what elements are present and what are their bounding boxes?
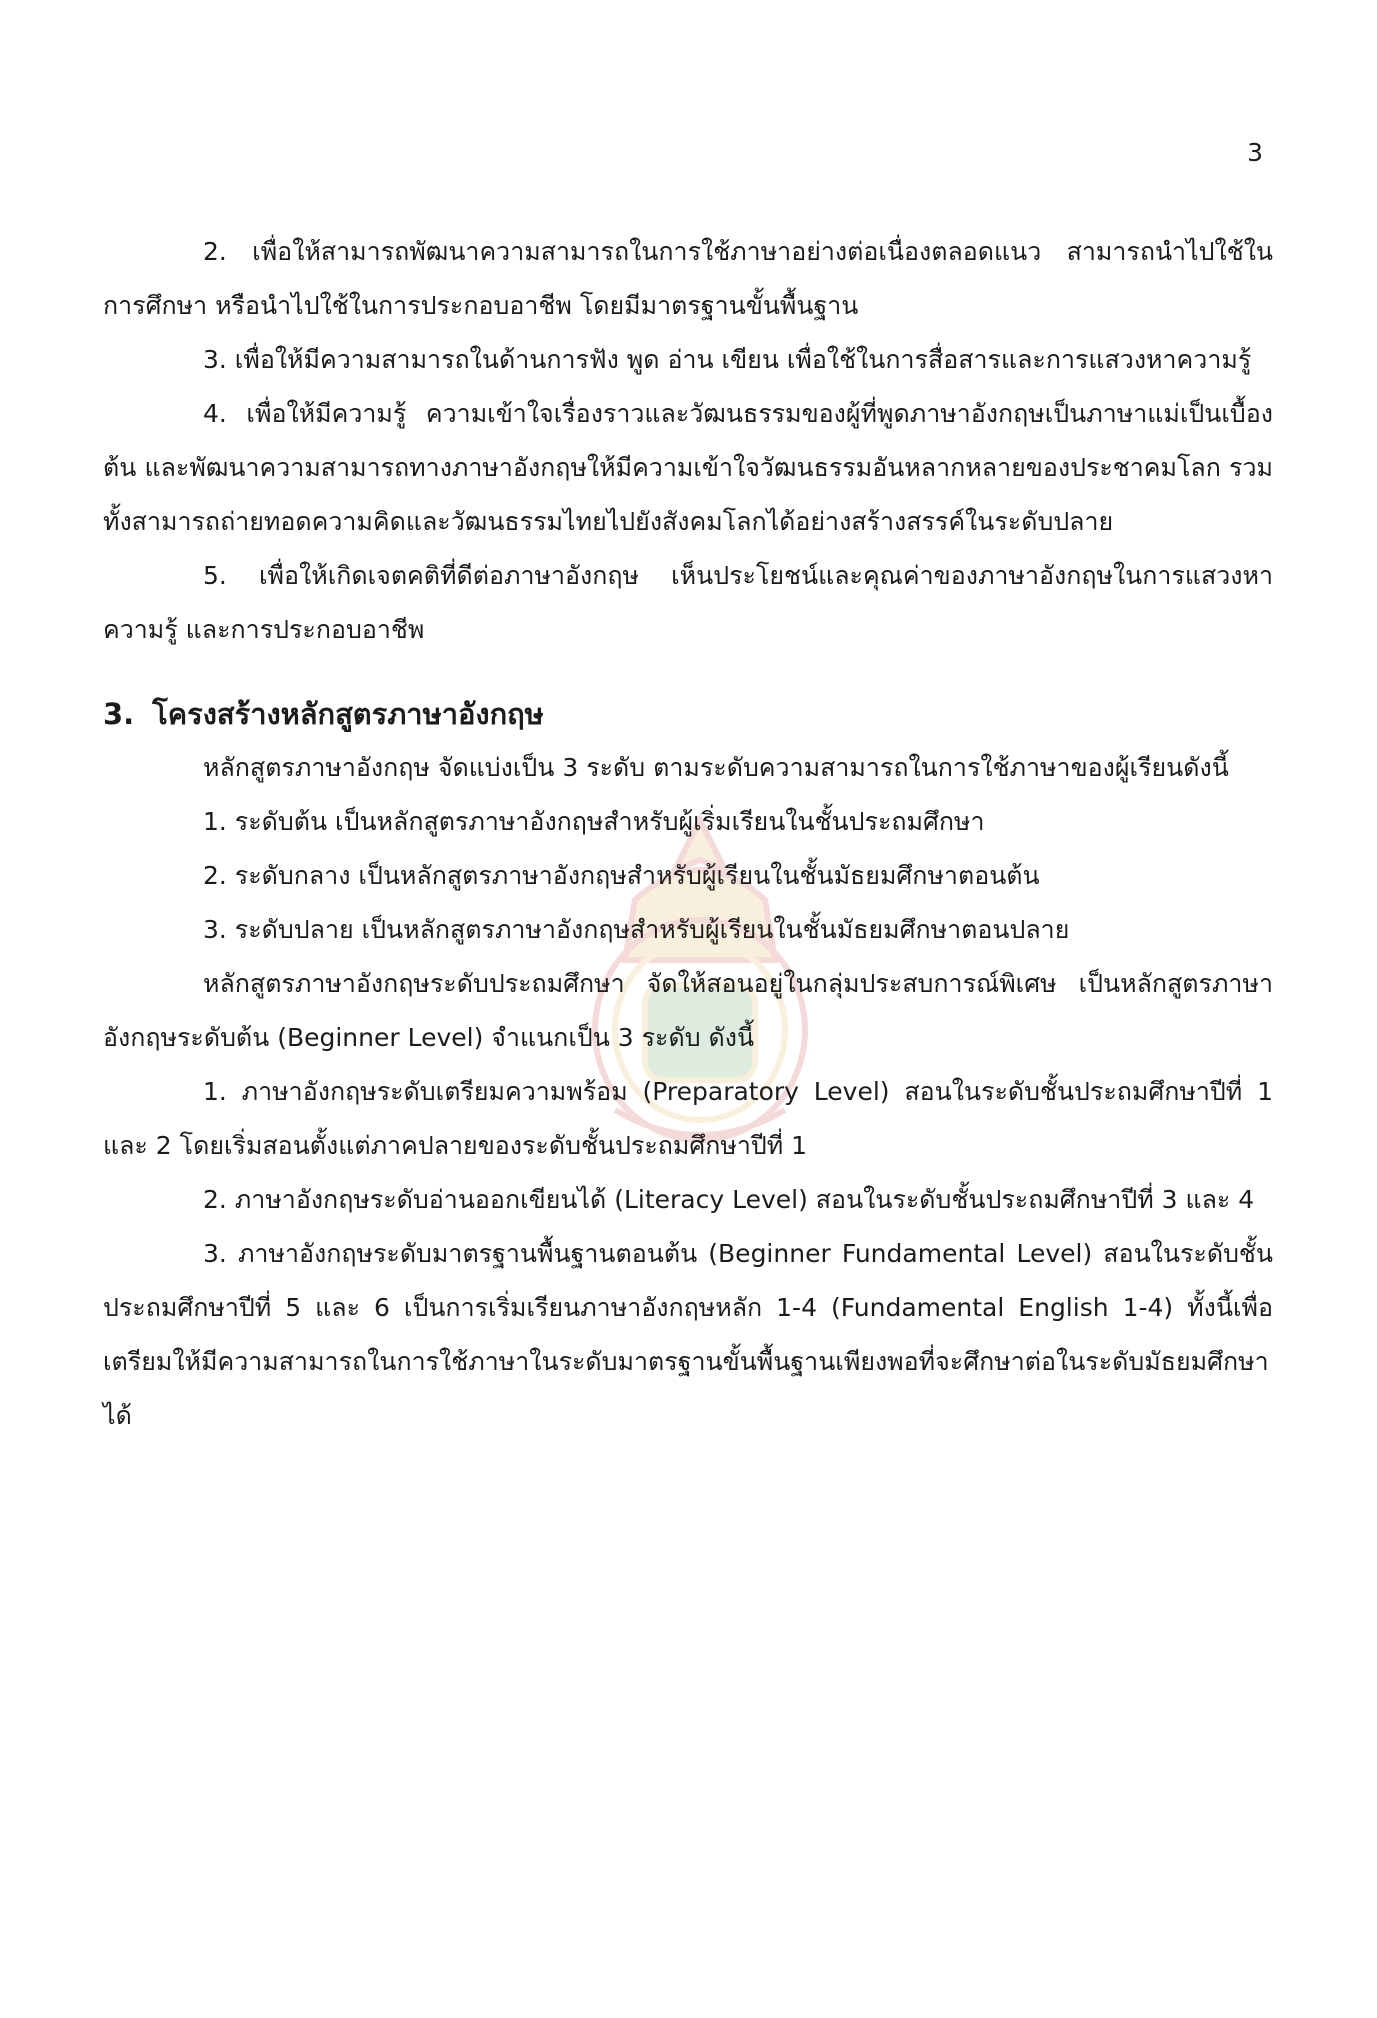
level-item: 1. ระดับต้น เป็นหลักสูตรภาษาอังกฤษสำหรับผู้เริ่มเรียนในชั้นประถมศึกษา — [203, 807, 985, 836]
level-item: 3. ระดับปลาย เป็นหลักสูตรภาษาอังกฤษสำหรับผู้เรียนในชั้นมัธยมศึกษาตอนปลาย — [203, 915, 1070, 944]
level-item: 2. ระดับกลาง เป็นหลักสูตรภาษาอังกฤษสำหรับผู้เรียนในชั้นมัธยมศึกษาตอนต้น — [203, 861, 1040, 890]
section-number: 3. — [103, 697, 135, 731]
objective-4: 4. เพื่อให้มีความรู้ ความเข้าใจเรื่องราวและวัฒนธรรมของผู้ที่พูดภาษาอังกฤษเป็นภาษาแม่เป็นเบื้องต้น และพัฒนาความสามารถทางภาษาอังกฤษให้มีความเข้าใจวัฒนธรรมอันหลากหลายของประชาคมโลก รวมทั้งสามารถถ่ายทอดความคิดและวัฒนธรรมไทยไปยังสังคมโลกได้อย่างสร้างสรรค์ในระดับปลาย — [103, 399, 1273, 536]
objective-3: 3. เพื่อให้มีความสามารถในด้านการฟัง พูด อ่าน เขียน เพื่อใช้ในการสื่อสารและการแสวงหาความรู้ — [203, 345, 1252, 374]
document-body — [103, 225, 1273, 1443]
section-intro: หลักสูตรภาษาอังกฤษ จัดแบ่งเป็น 3 ระดับ ตามระดับความสามารถในการใช้ภาษาของผู้เรียนดังนี้ — [203, 753, 1229, 782]
primary-level-item: 3. ภาษาอังกฤษระดับมาตรฐานพื้นฐานตอนต้น (Beginner Fundamental Level) สอนในระดับชั้นประถมศึกษาปีที่ 5 และ 6 เป็นการเริ่มเรียนภาษาอังกฤษหลัก 1-4 (Fundamental English 1-4) ทั้งนี้เพื่อเตรียมให้มีความสามารถในการใช้ภาษาในระดับมาตรฐานขั้นพื้นฐานเพียงพอที่จะศึกษาต่อในระดับมัธยมศึกษาได้ — [103, 1239, 1273, 1430]
primary-level-item: 2. ภาษาอังกฤษระดับอ่านออกเขียนได้ (Literacy Level) สอนในระดับชั้นประถมศึกษาปีที่ 3 และ 4 — [203, 1185, 1255, 1214]
primary-intro: หลักสูตรภาษาอังกฤษระดับประถมศึกษา จัดให้สอนอยู่ในกลุ่มประสบการณ์พิเศษ เป็นหลักสูตรภาษาอังกฤษระดับต้น (Beginner Level) จำแนกเป็น 3 ระดับ ดังนี้ — [103, 969, 1273, 1052]
objective-5: 5. เพื่อให้เกิดเจตคติที่ดีต่อภาษาอังกฤษ เห็นประโยชน์และคุณค่าของภาษาอังกฤษในการแสวงหาความรู้ และการประกอบอาชีพ — [103, 561, 1273, 644]
page-number: 3 — [1247, 138, 1263, 167]
section-title: โครงสร้างหลักสูตรภาษาอังกฤษ — [152, 697, 544, 731]
section-heading — [103, 687, 1273, 741]
primary-level-item: 1. ภาษาอังกฤษระดับเตรียมความพร้อม (Preparatory Level) สอนในระดับชั้นประถมศึกษาปีที่ 1 และ 2 โดยเริ่มสอนตั้งแต่ภาคปลายของระดับชั้นประถมศึกษาปีที่ 1 — [103, 1077, 1273, 1160]
objective-2: 2. เพื่อให้สามารถพัฒนาความสามารถในการใช้ภาษาอย่างต่อเนื่องตลอดแนว สามารถนำไปใช้ในการศึกษา หรือนำไปใช้ในการประกอบอาชีพ โดยมีมาตรฐานขั้นพื้นฐาน — [103, 237, 1273, 320]
